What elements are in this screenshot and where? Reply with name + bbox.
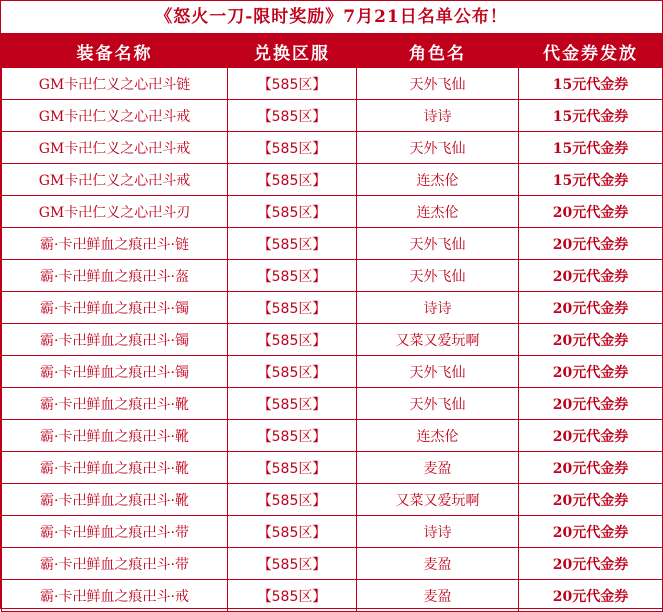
- cell-zone: 【585区】: [228, 356, 357, 388]
- cell-zone: 【585区】: [228, 292, 357, 324]
- cell-reward: 15元代金券: [519, 164, 663, 196]
- cell-role-name: 麦盈: [357, 580, 519, 612]
- cell-zone: 【585区】: [228, 484, 357, 516]
- cell-role-name: 诗诗: [357, 100, 519, 132]
- table-row: [2, 548, 663, 580]
- cell-role-name: 连杰伦: [357, 420, 519, 452]
- cell-role-name: 天外飞仙: [357, 68, 519, 100]
- table-row: [2, 100, 663, 132]
- table-row: [2, 292, 663, 324]
- cell-zone: 【585区】: [228, 164, 357, 196]
- cell-zone: 【585区】: [228, 260, 357, 292]
- cell-item-name: GM卡卍仁义之心卍斗戒: [2, 164, 228, 196]
- reward-table: [1, 34, 663, 612]
- cell-zone: 【585区】: [228, 324, 357, 356]
- cell-item-name: 霸·卡卍鲜血之痕卍斗·靴: [2, 388, 228, 420]
- cell-zone: 【585区】: [228, 100, 357, 132]
- cell-item-name: 霸·卡卍鲜血之痕卍斗·靴: [2, 420, 228, 452]
- cell-reward: 20元代金券: [519, 356, 663, 388]
- cell-reward: 20元代金券: [519, 484, 663, 516]
- table-row: [2, 516, 663, 548]
- cell-role-name: 诗诗: [357, 516, 519, 548]
- cell-item-name: GM卡卍仁义之心卍斗链: [2, 68, 228, 100]
- cell-reward: 20元代金券: [519, 228, 663, 260]
- table-row: [2, 196, 663, 228]
- cell-zone: 【585区】: [228, 452, 357, 484]
- cell-item-name: 霸·卡卍鲜血之痕卍斗·镯: [2, 356, 228, 388]
- table-body: [2, 68, 663, 612]
- cell-reward: 20元代金券: [519, 580, 663, 612]
- cell-item-name: 霸·卡卍鲜血之痕卍斗·带: [2, 516, 228, 548]
- table-row: [2, 164, 663, 196]
- table-row: [2, 452, 663, 484]
- cell-zone: 【585区】: [228, 388, 357, 420]
- cell-reward: 20元代金券: [519, 388, 663, 420]
- cell-zone: 【585区】: [228, 132, 357, 164]
- cell-role-name: 天外飞仙: [357, 388, 519, 420]
- header-item-name: 装备名称: [2, 35, 228, 68]
- cell-zone: 【585区】: [228, 196, 357, 228]
- table-header-row: [2, 35, 663, 68]
- table-row: [2, 260, 663, 292]
- cell-item-name: GM卡卍仁义之心卍斗戒: [2, 100, 228, 132]
- table-row: [2, 580, 663, 612]
- table-row: [2, 228, 663, 260]
- table-row: [2, 324, 663, 356]
- cell-zone: 【585区】: [228, 580, 357, 612]
- cell-reward: 15元代金券: [519, 100, 663, 132]
- cell-role-name: 又菜又爱玩啊: [357, 484, 519, 516]
- cell-role-name: 麦盈: [357, 548, 519, 580]
- table-row: [2, 68, 663, 100]
- cell-reward: 15元代金券: [519, 68, 663, 100]
- cell-reward: 20元代金券: [519, 548, 663, 580]
- cell-item-name: GM卡卍仁义之心卍斗戒: [2, 132, 228, 164]
- page-title: 《怒火一刀-限时奖励》7月21日名单公布！: [1, 1, 662, 34]
- cell-reward: 15元代金券: [519, 132, 663, 164]
- cell-role-name: 又菜又爱玩啊: [357, 324, 519, 356]
- cell-zone: 【585区】: [228, 228, 357, 260]
- table-row: [2, 484, 663, 516]
- cell-zone: 【585区】: [228, 548, 357, 580]
- cell-role-name: 天外飞仙: [357, 228, 519, 260]
- cell-item-name: GM卡卍仁义之心卍斗刃: [2, 196, 228, 228]
- cell-item-name: 霸·卡卍鲜血之痕卍斗·镯: [2, 324, 228, 356]
- cell-zone: 【585区】: [228, 68, 357, 100]
- cell-zone: 【585区】: [228, 516, 357, 548]
- header-role-name: 角色名: [357, 35, 519, 68]
- table-row: [2, 356, 663, 388]
- cell-reward: 20元代金券: [519, 324, 663, 356]
- cell-reward: 20元代金券: [519, 420, 663, 452]
- cell-role-name: 天外飞仙: [357, 260, 519, 292]
- header-reward: 代金券发放: [519, 35, 663, 68]
- cell-item-name: 霸·卡卍鲜血之痕卍斗·带: [2, 548, 228, 580]
- cell-zone: 【585区】: [228, 420, 357, 452]
- cell-role-name: 麦盈: [357, 452, 519, 484]
- cell-role-name: 连杰伦: [357, 164, 519, 196]
- cell-reward: 20元代金券: [519, 196, 663, 228]
- header-zone: 兑换区服: [228, 35, 357, 68]
- cell-item-name: 霸·卡卍鲜血之痕卍斗·靴: [2, 452, 228, 484]
- cell-role-name: 天外飞仙: [357, 132, 519, 164]
- cell-role-name: 诗诗: [357, 292, 519, 324]
- cell-item-name: 霸·卡卍鲜血之痕卍斗·盔: [2, 260, 228, 292]
- cell-reward: 20元代金券: [519, 452, 663, 484]
- cell-role-name: 连杰伦: [357, 196, 519, 228]
- cell-reward: 20元代金券: [519, 260, 663, 292]
- cell-reward: 20元代金券: [519, 516, 663, 548]
- cell-item-name: 霸·卡卍鲜血之痕卍斗·镯: [2, 292, 228, 324]
- cell-role-name: 天外飞仙: [357, 356, 519, 388]
- table-row: [2, 388, 663, 420]
- cell-item-name: 霸·卡卍鲜血之痕卍斗·戒: [2, 580, 228, 612]
- cell-reward: 20元代金券: [519, 292, 663, 324]
- table-row: [2, 132, 663, 164]
- cell-item-name: 霸·卡卍鲜血之痕卍斗·链: [2, 228, 228, 260]
- table-row: [2, 420, 663, 452]
- cell-item-name: 霸·卡卍鲜血之痕卍斗·靴: [2, 484, 228, 516]
